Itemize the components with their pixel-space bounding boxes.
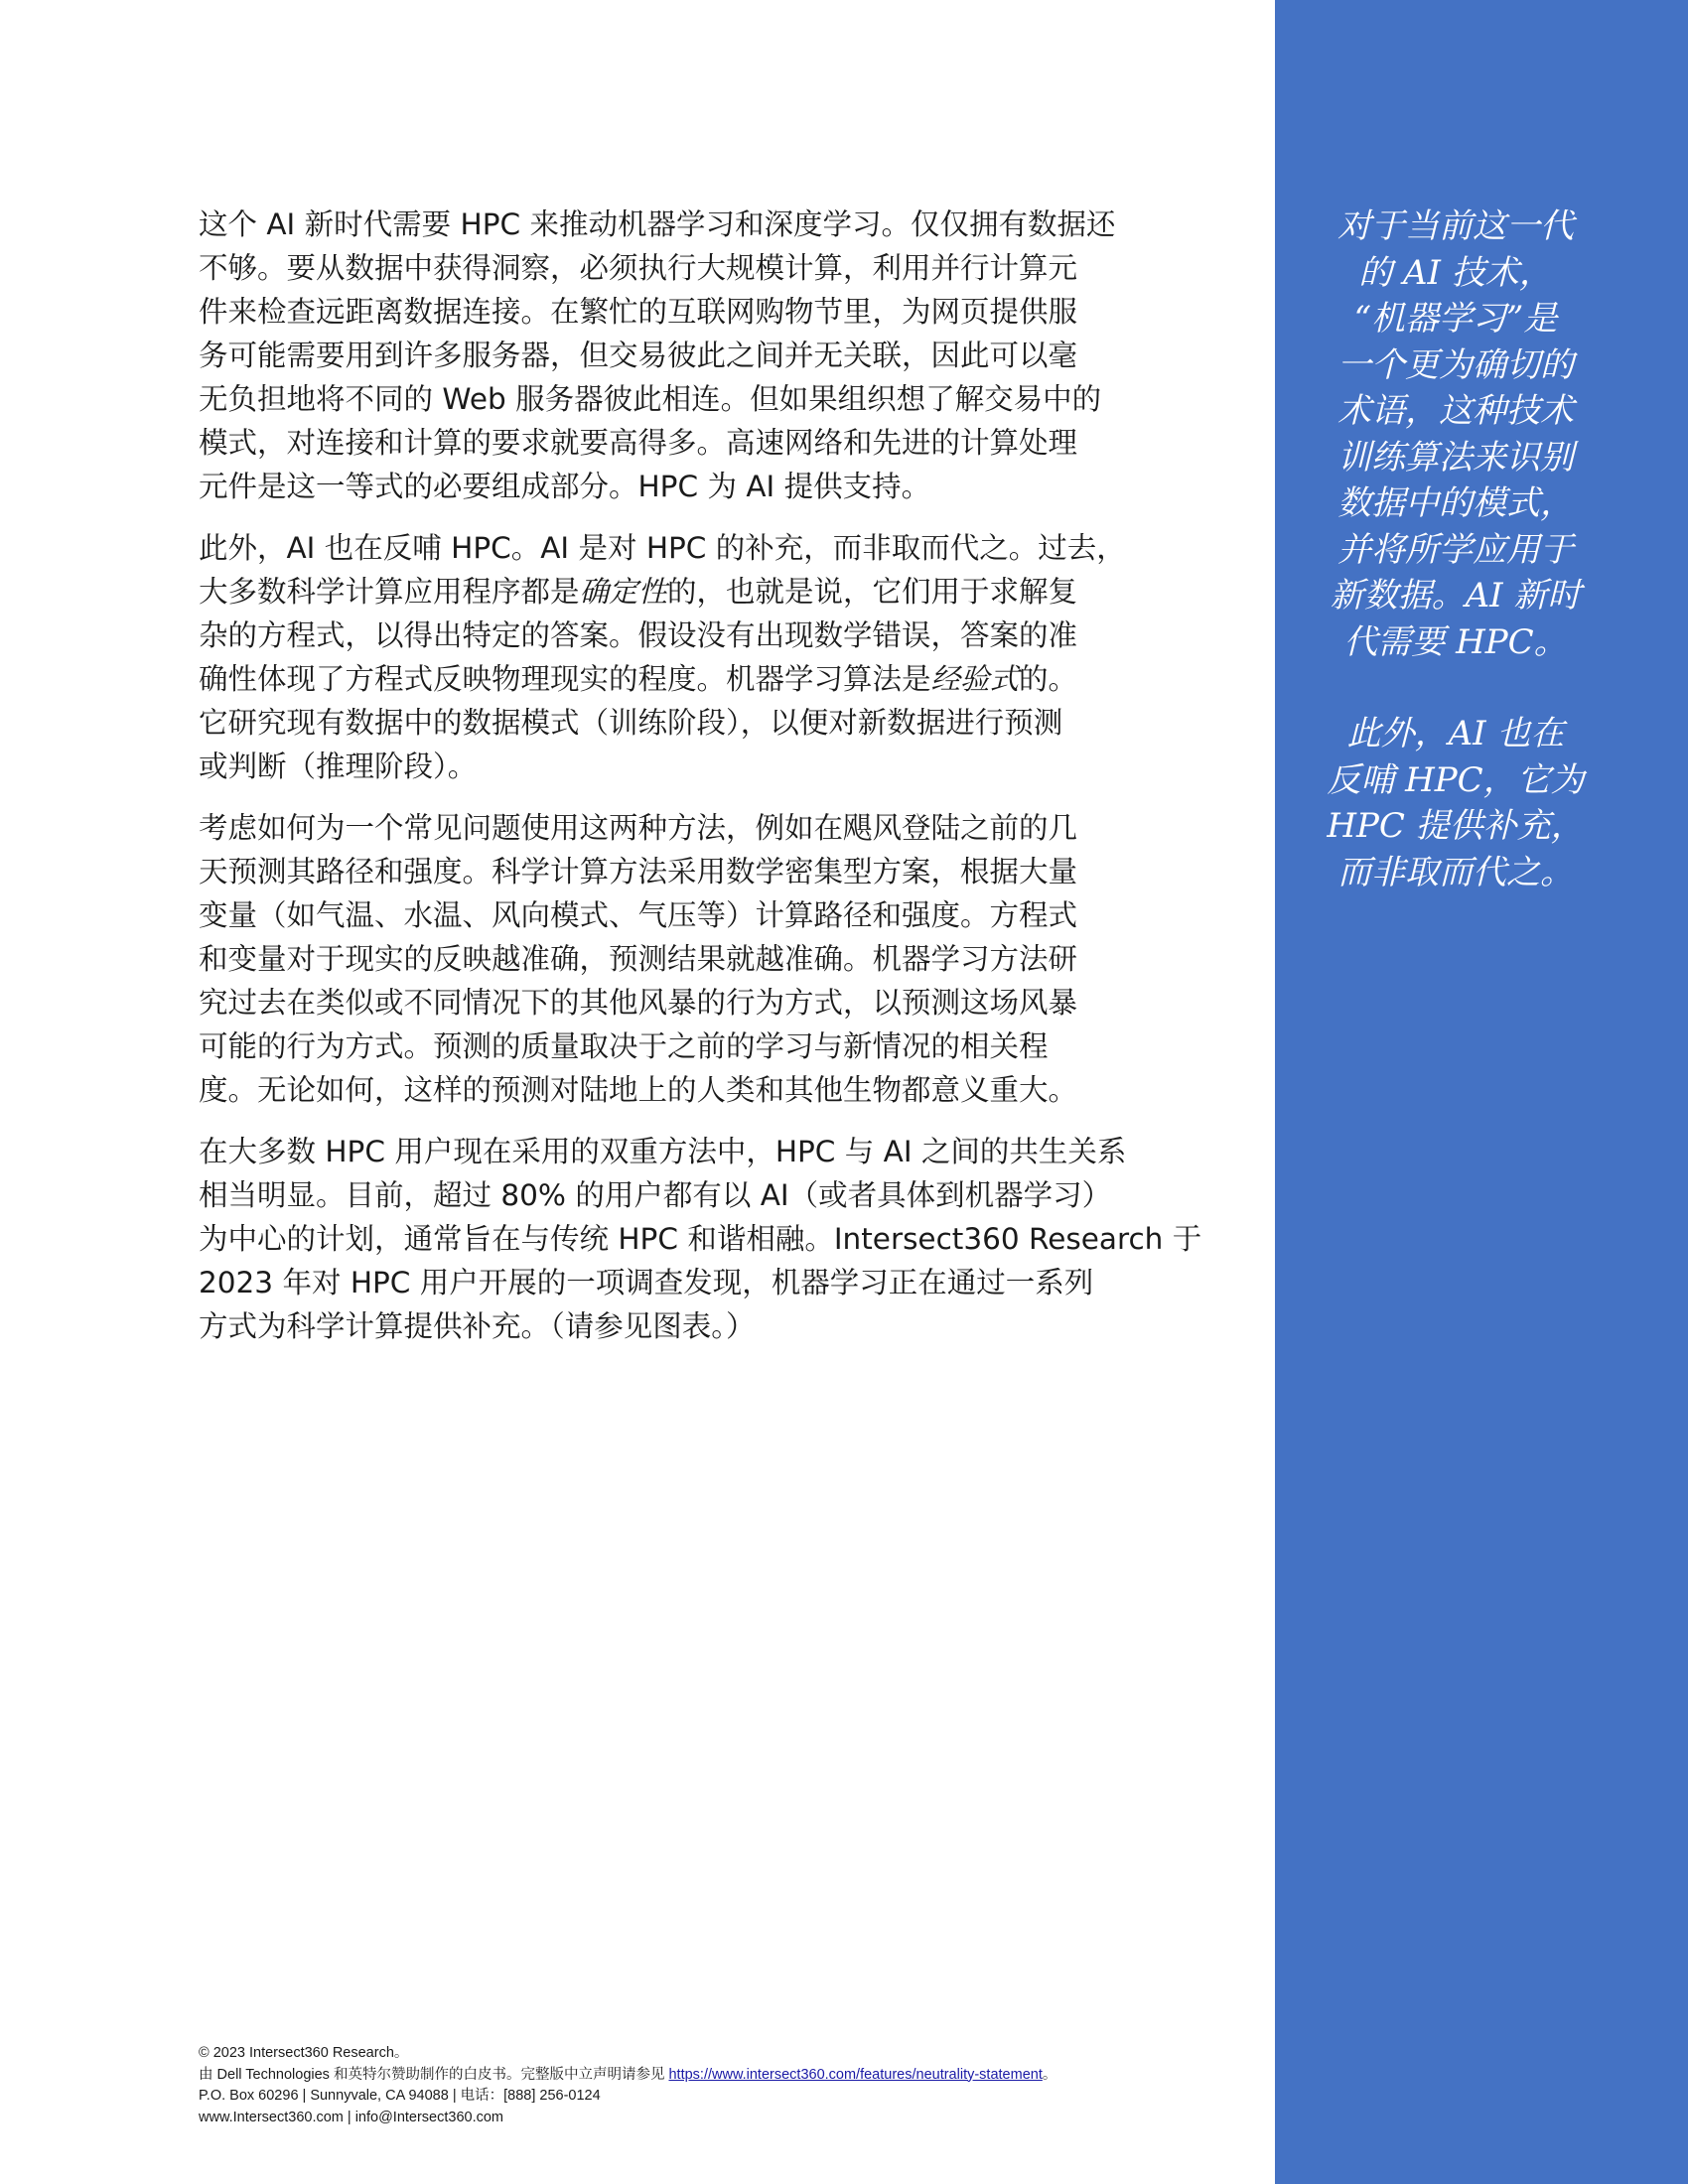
- pull-quote-line: 的 AI 技术，: [1358, 252, 1553, 293]
- pull-quote-line: 此外，AI 也在: [1346, 714, 1565, 753]
- body-line: 方式为科学计算提供补充。（请参见图表。）: [199, 1309, 756, 1343]
- pull-quote: [1307, 204, 1605, 895]
- body-paragraph-1: [199, 203, 1201, 508]
- footer-copyright: © 2023 Intersect360 Research。: [199, 2045, 409, 2061]
- body-line: 杂的方程式，以得出特定的答案。假设没有出现数学错误，答案的准: [199, 618, 1078, 652]
- pull-quote-line: 代需要 HPC。: [1343, 621, 1568, 662]
- footer-contact: www.Intersect360.com | info@Intersect360.com: [199, 2109, 504, 2125]
- body-line: 度。无论如何，这样的预测对陆地上的人类和其他生物都意义重大。: [199, 1073, 1078, 1107]
- body-line: 变量（如气温、水温、风向模式、气压等）计算路径和强度。方程式: [199, 898, 1078, 932]
- body-line: 可能的行为方式。预测的质量取决于之前的学习与新情况的相关程: [199, 1029, 1049, 1063]
- footer-sponsor-end: 。: [1042, 2066, 1057, 2083]
- body-line: 不够。要从数据中获得洞察，必须执行大规模计算，利用并行计算元: [199, 251, 1078, 285]
- pull-quote-line: 反哺 HPC，它为: [1327, 759, 1585, 800]
- neutrality-statement-link[interactable]: https://www.intersect360.com/features/neutrality-statement: [668, 2066, 1043, 2083]
- main-body: [199, 203, 1201, 1366]
- body-line: 2023 年对 HPC 用户开展的一项调查发现，机器学习正在通过一系列: [199, 1266, 1094, 1299]
- body-line: 这个 AI 新时代需要 HPC 来推动机器学习和深度学习。仅仅拥有数据还: [199, 207, 1116, 241]
- pull-quote-line: 对于当前这一代: [1337, 206, 1574, 246]
- body-line: 相当明显。目前，超过 80% 的用户都有以 AI（或者具体到机器学习）: [199, 1178, 1112, 1212]
- pull-quote-line: 数据中的模式，: [1337, 483, 1574, 523]
- body-text: 的。: [1019, 662, 1078, 696]
- body-text: 确性体现了方程式反映物理现实的程度。机器学习算法是: [199, 662, 931, 696]
- footer-sponsor-text: 由 Dell Technologies 和英特尔赞助制作的白皮书。完整版中立声明请参见: [199, 2066, 669, 2083]
- pull-quote-line: HPC 提供补充，: [1327, 806, 1585, 846]
- body-line: [199, 570, 1201, 614]
- body-text: 的，也就是说，它们用于求解复: [667, 575, 1078, 609]
- body-line: 件来检查远距离数据连接。在繁忙的互联网购物节里，为网页提供服: [199, 295, 1078, 329]
- page-footer: [199, 2043, 1251, 2128]
- body-line: 究过去在类似或不同情况下的其他风暴的行为方式，以预测这场风暴: [199, 986, 1078, 1020]
- body-text: 大多数科学计算应用程序都是: [199, 575, 580, 609]
- body-line: 在大多数 HPC 用户现在采用的双重方法中，HPC 与 AI 之间的共生关系: [199, 1135, 1127, 1168]
- pull-quote-line: 术语，这种技术: [1337, 391, 1574, 431]
- pull-quote-line: 一个更为确切的: [1337, 344, 1574, 385]
- footer-address: P.O. Box 60296 | Sunnyvale, CA 94088 | 电话：[888] 256-0124: [199, 2088, 601, 2104]
- footer-sponsor-line: [199, 2065, 1251, 2087]
- body-line: 此外，AI 也在反哺 HPC。AI 是对 HPC 的补充，而非取而代之。过去，: [199, 531, 1126, 565]
- body-line: [199, 657, 1201, 701]
- body-paragraph-2: [199, 526, 1201, 788]
- pull-quote-line: 训练算法来识别: [1337, 437, 1574, 478]
- body-line: 和变量对于现实的反映越准确，预测结果就越准确。机器学习方法研: [199, 942, 1078, 976]
- body-line: 或判断（推理阶段）。: [199, 750, 478, 783]
- body-line: 天预测其路径和强度。科学计算方法采用数学密集型方案，根据大量: [199, 855, 1078, 888]
- pull-quote-2: [1307, 711, 1605, 895]
- pull-quote-line: “机器学习”是: [1353, 299, 1558, 339]
- body-line: 模式，对连接和计算的要求就要高得多。高速网络和先进的计算处理: [199, 426, 1078, 460]
- body-line: 考虑如何为一个常见问题使用这两种方法，例如在飓风登陆之前的几: [199, 811, 1078, 845]
- body-line: 为中心的计划，通常旨在与传统 HPC 和谐相融。Intersect360 Research 于: [199, 1222, 1202, 1256]
- pull-quote-line: 新数据。AI 新时: [1330, 576, 1582, 615]
- body-line: 务可能需要用到许多服务器，但交易彼此之间并无关联，因此可以毫: [199, 339, 1078, 372]
- body-paragraph-3: [199, 806, 1201, 1112]
- pull-quote-line: 而非取而代之。: [1337, 852, 1574, 892]
- body-line: 它研究现有数据中的数据模式（训练阶段），以便对新数据进行预测: [199, 706, 1063, 740]
- pull-quote-1: [1307, 204, 1605, 665]
- body-line: 元件是这一等式的必要组成部分。HPC 为 AI 提供支持。: [199, 470, 931, 503]
- body-paragraph-4: [199, 1130, 1201, 1348]
- body-line: 无负担地将不同的 Web 服务器彼此相连。但如果组织想了解交易中的: [199, 382, 1102, 416]
- emphasis-empirical: 经验式: [930, 662, 1020, 696]
- pull-quote-line: 并将所学应用于: [1337, 529, 1574, 570]
- emphasis-deterministic: 确定性: [579, 575, 668, 609]
